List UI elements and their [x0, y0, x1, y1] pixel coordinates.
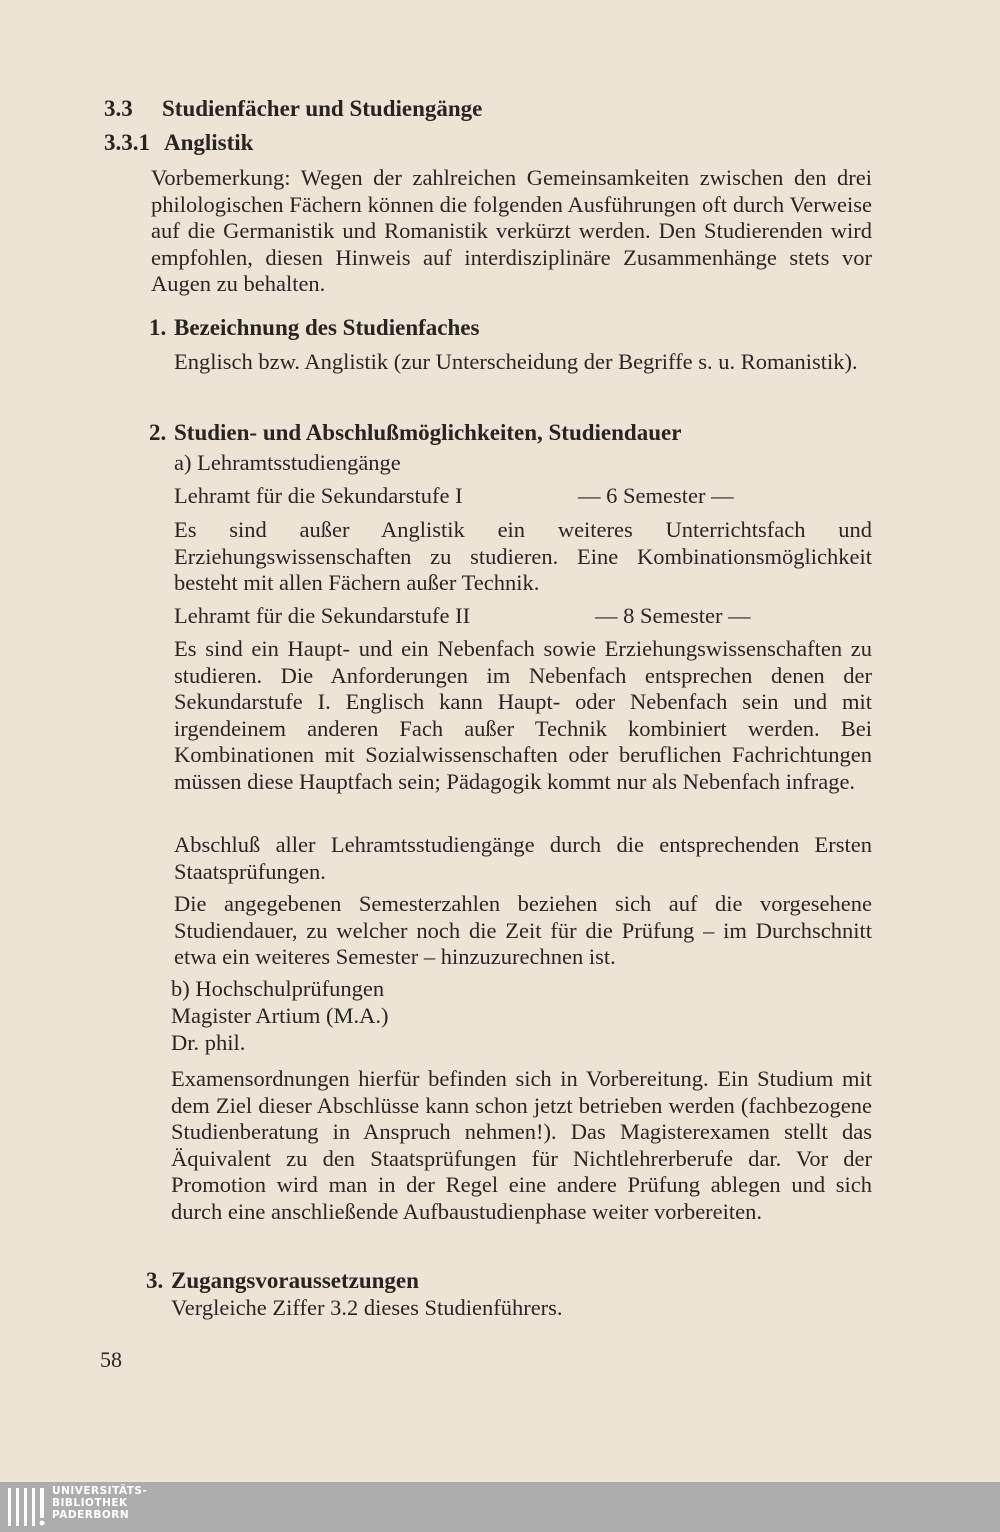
exam-text: Examensordnungen hierfür befinden sich in Vorbereitung. Ein Studium mit dem Ziel dieser Abschlüsse kann schon jetzt betrieben werden (fachbezogene Studienberatung in Anspruch nehmen!). Das Magisterexamen stellt das Äquivalent zu den Staatsprüfungen für Nichtlehrerberufe dar. Vor der Promotion wird man in der Regel eine andere Prüfung ablegen und sich durch eine anschließende Aufbaustudienphase weiter vorbereiten.	[171, 1066, 872, 1224]
item-2-number: 2.	[149, 420, 167, 445]
subsection-number: 3.3.1	[104, 130, 150, 155]
lehramt-label: a) Lehramtsstudiengänge	[174, 450, 401, 475]
abschluss-text: Abschluß aller Lehramtsstudiengänge durch die entsprechenden Ersten Staatsprüfungen.	[174, 832, 872, 884]
library-logo-icon	[6, 1486, 46, 1528]
sek1-text: Es sind außer Anglistik ein weiteres Unterrichtsfach und Erziehungswissenschaften zu studieren. Eine Kombinationsmöglichkeit besteht mit allen Fächern außer Technik.	[174, 517, 872, 596]
item-3-title: Zugangsvoraussetzungen	[171, 1268, 419, 1293]
library-line-3: PADERBORN	[52, 1509, 130, 1521]
sek2-duration: — 8 Semester —	[595, 603, 751, 628]
item-2-title: Studien- und Abschlußmöglichkeiten, Studiendauer	[174, 420, 682, 445]
sek2-text: Es sind ein Haupt- und ein Nebenfach sowie Erziehungswissenschaften zu studieren. Die Anforderungen im Nebenfach entsprechen denen der Sekundarstufe I. Englisch kann Haupt- oder Nebenfach sein und mit irgendeinem anderen Fach außer Technik kombiniert werden. Bei Kombinationen mit Sozialwissenschaften oder beruflichen Fachrichtungen müssen diese Hauptfach sein; Pädagogik kommt nur als Nebenfach infrage.	[174, 636, 872, 794]
item-1-number: 1.	[149, 315, 167, 340]
section-title: Studienfächer und Studiengänge	[162, 96, 483, 121]
semester-text: Die angegebenen Semesterzahlen beziehen sich auf die vorgesehene Studiendauer, zu welcher noch die Zeit für die Prüfung – im Durchschnitt etwa ein weiteres Semester – hinzuzurechnen ist.	[174, 891, 872, 970]
sek2-label: Lehramt für die Sekundarstufe II	[174, 603, 471, 628]
degree-ma: Magister Artium (M.A.)	[171, 1003, 389, 1028]
subsection-heading	[104, 129, 253, 157]
library-footer	[0, 1482, 1000, 1532]
degree-dr-phil: Dr. phil.	[171, 1030, 246, 1055]
library-line-1: UNIVERSITÄTS-	[52, 1485, 148, 1497]
hochschulpruefungen-label: b) Hochschulprüfungen	[171, 976, 385, 1001]
sek1-duration: — 6 Semester —	[578, 483, 734, 508]
item-1-heading	[149, 314, 479, 342]
library-line-2: BIBLIOTHEK	[52, 1497, 128, 1509]
item-3-number: 3.	[146, 1268, 164, 1293]
library-name	[52, 1485, 147, 1521]
item-1-title: Bezeichnung des Studienfaches	[174, 315, 480, 340]
page-number: 58	[100, 1347, 122, 1372]
subsection-title: Anglistik	[164, 130, 254, 155]
item-3-text: Vergleiche Ziffer 3.2 dieses Studienführers.	[171, 1295, 563, 1320]
intro-paragraph: Vorbemerkung: Wegen der zahlreichen Gemeinsamkeiten zwischen den drei philologischen Fächern können die folgenden Ausführungen oft durch Verweise auf die Germanistik und Romanistik verkürzt werden. Den Studierenden wird empfohlen, diesen Hinweis auf interdisziplinäre Zusammenhänge stets vor Augen zu behalten.	[151, 165, 872, 297]
item-2-heading	[149, 419, 681, 447]
sek1-label: Lehramt für die Sekundarstufe I	[174, 483, 463, 508]
section-heading	[104, 95, 482, 123]
item-3-heading	[146, 1267, 419, 1295]
section-number: 3.3	[104, 96, 133, 121]
item-1-text: Englisch bzw. Anglistik (zur Unterscheidung der Begriffe s. u. Romanistik).	[174, 349, 858, 374]
